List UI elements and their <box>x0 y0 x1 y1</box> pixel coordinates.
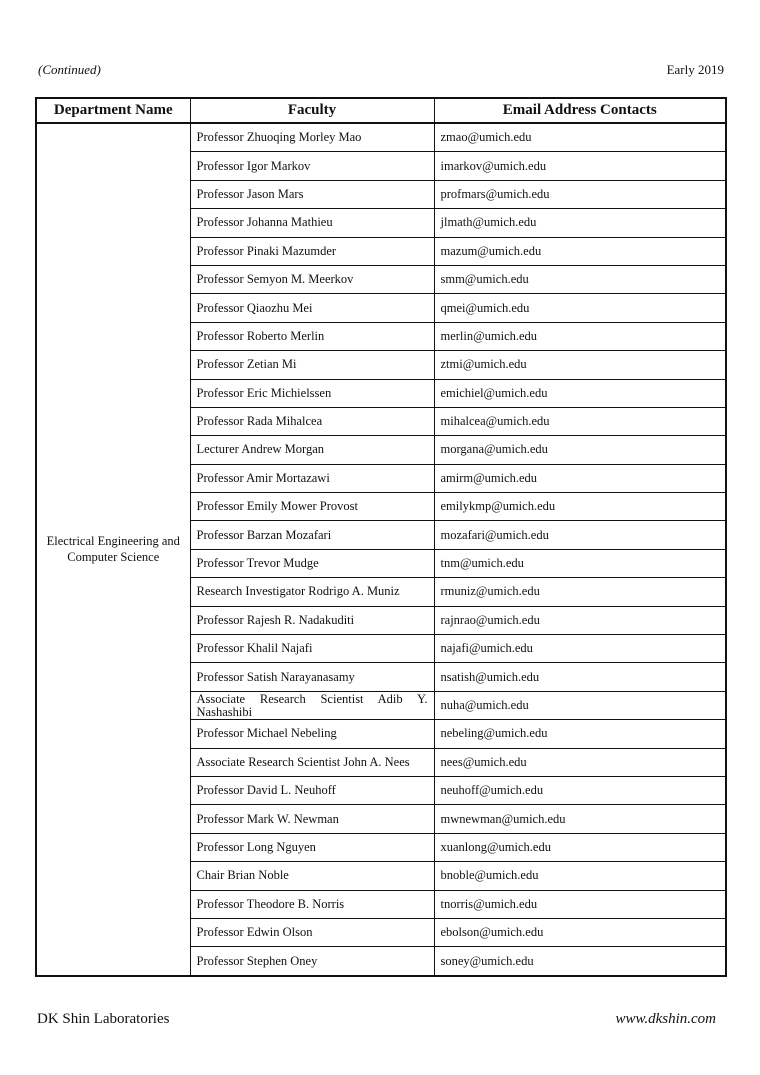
email-cell: profmars@umich.edu <box>434 180 726 208</box>
email-cell: neuhoff@umich.edu <box>434 776 726 804</box>
faculty-name-cell: Professor Jason Mars <box>190 180 434 208</box>
email-cell: morgana@umich.edu <box>434 436 726 464</box>
faculty-name-cell: Professor Roberto Merlin <box>190 322 434 350</box>
email-cell: tnorris@umich.edu <box>434 890 726 918</box>
email-cell: jlmath@umich.edu <box>434 209 726 237</box>
column-header-faculty: Faculty <box>190 98 434 123</box>
faculty-name-cell: Professor Semyon M. Meerkov <box>190 265 434 293</box>
faculty-name-cell: Professor Eric Michielssen <box>190 379 434 407</box>
email-cell: bnoble@umich.edu <box>434 862 726 890</box>
faculty-name-cell: Professor Rada Mihalcea <box>190 407 434 435</box>
continued-label: (Continued) <box>38 62 101 77</box>
email-cell: ebolson@umich.edu <box>434 918 726 946</box>
table-row <box>36 123 726 152</box>
faculty-directory-table <box>35 97 727 977</box>
email-cell: merlin@umich.edu <box>434 322 726 350</box>
faculty-name-cell: Professor Zetian Mi <box>190 351 434 379</box>
footer-publisher: DK Shin Laboratories <box>37 1011 170 1027</box>
email-cell: ztmi@umich.edu <box>434 351 726 379</box>
email-cell: nsatish@umich.edu <box>434 663 726 691</box>
email-cell: xuanlong@umich.edu <box>434 833 726 861</box>
email-cell: mwnewman@umich.edu <box>434 805 726 833</box>
email-cell: smm@umich.edu <box>434 265 726 293</box>
faculty-name-cell: Lecturer Andrew Morgan <box>190 436 434 464</box>
email-cell: mozafari@umich.edu <box>434 521 726 549</box>
faculty-name-cell: Professor Mark W. Newman <box>190 805 434 833</box>
faculty-name-cell: Chair Brian Noble <box>190 862 434 890</box>
email-cell: amirm@umich.edu <box>434 464 726 492</box>
faculty-name-cell: Professor Stephen Oney <box>190 947 434 976</box>
email-cell: qmei@umich.edu <box>434 294 726 322</box>
faculty-name-cell: Associate Research Scientist Adib Y. Nashashibi <box>190 691 434 719</box>
faculty-name-cell: Professor Michael Nebeling <box>190 720 434 748</box>
faculty-name-cell: Associate Research Scientist John A. Nees <box>190 748 434 776</box>
faculty-name-cell: Professor Theodore B. Norris <box>190 890 434 918</box>
faculty-name-cell: Professor Johanna Mathieu <box>190 209 434 237</box>
faculty-name-cell: Professor David L. Neuhoff <box>190 776 434 804</box>
email-cell: zmao@umich.edu <box>434 123 726 152</box>
footer-website: www.dkshin.com <box>615 1011 716 1027</box>
faculty-name-cell: Professor Rajesh R. Nadakuditi <box>190 606 434 634</box>
column-header-department: Department Name <box>36 98 190 123</box>
faculty-name-cell: Professor Qiaozhu Mei <box>190 294 434 322</box>
faculty-name-cell: Professor Trevor Mudge <box>190 549 434 577</box>
faculty-name-cell: Professor Barzan Mozafari <box>190 521 434 549</box>
faculty-name-cell: Professor Long Nguyen <box>190 833 434 861</box>
column-header-email: Email Address Contacts <box>434 98 726 123</box>
email-cell: mihalcea@umich.edu <box>434 407 726 435</box>
edition-date: Early 2019 <box>666 62 724 77</box>
email-cell: rajnrao@umich.edu <box>434 606 726 634</box>
email-cell: nees@umich.edu <box>434 748 726 776</box>
table-header-row <box>36 98 726 123</box>
faculty-name-cell: Research Investigator Rodrigo A. Muniz <box>190 578 434 606</box>
email-cell: rmuniz@umich.edu <box>434 578 726 606</box>
department-name-cell: Electrical Engineering and Computer Science <box>36 123 190 976</box>
faculty-name-cell: Professor Emily Mower Provost <box>190 493 434 521</box>
email-cell: soney@umich.edu <box>434 947 726 976</box>
faculty-name-cell: Professor Satish Narayanasamy <box>190 663 434 691</box>
email-cell: nebeling@umich.edu <box>434 720 726 748</box>
faculty-name-cell: Professor Khalil Najafi <box>190 635 434 663</box>
email-cell: najafi@umich.edu <box>434 635 726 663</box>
email-cell: emilykmp@umich.edu <box>434 493 726 521</box>
email-cell: tnm@umich.edu <box>434 549 726 577</box>
email-cell: mazum@umich.edu <box>434 237 726 265</box>
faculty-name-cell: Professor Pinaki Mazumder <box>190 237 434 265</box>
email-cell: nuha@umich.edu <box>434 691 726 719</box>
faculty-name-cell: Professor Zhuoqing Morley Mao <box>190 123 434 152</box>
email-cell: imarkov@umich.edu <box>434 152 726 180</box>
faculty-name-cell: Professor Igor Markov <box>190 152 434 180</box>
email-cell: emichiel@umich.edu <box>434 379 726 407</box>
faculty-name-cell: Professor Edwin Olson <box>190 918 434 946</box>
faculty-name-cell: Professor Amir Mortazawi <box>190 464 434 492</box>
